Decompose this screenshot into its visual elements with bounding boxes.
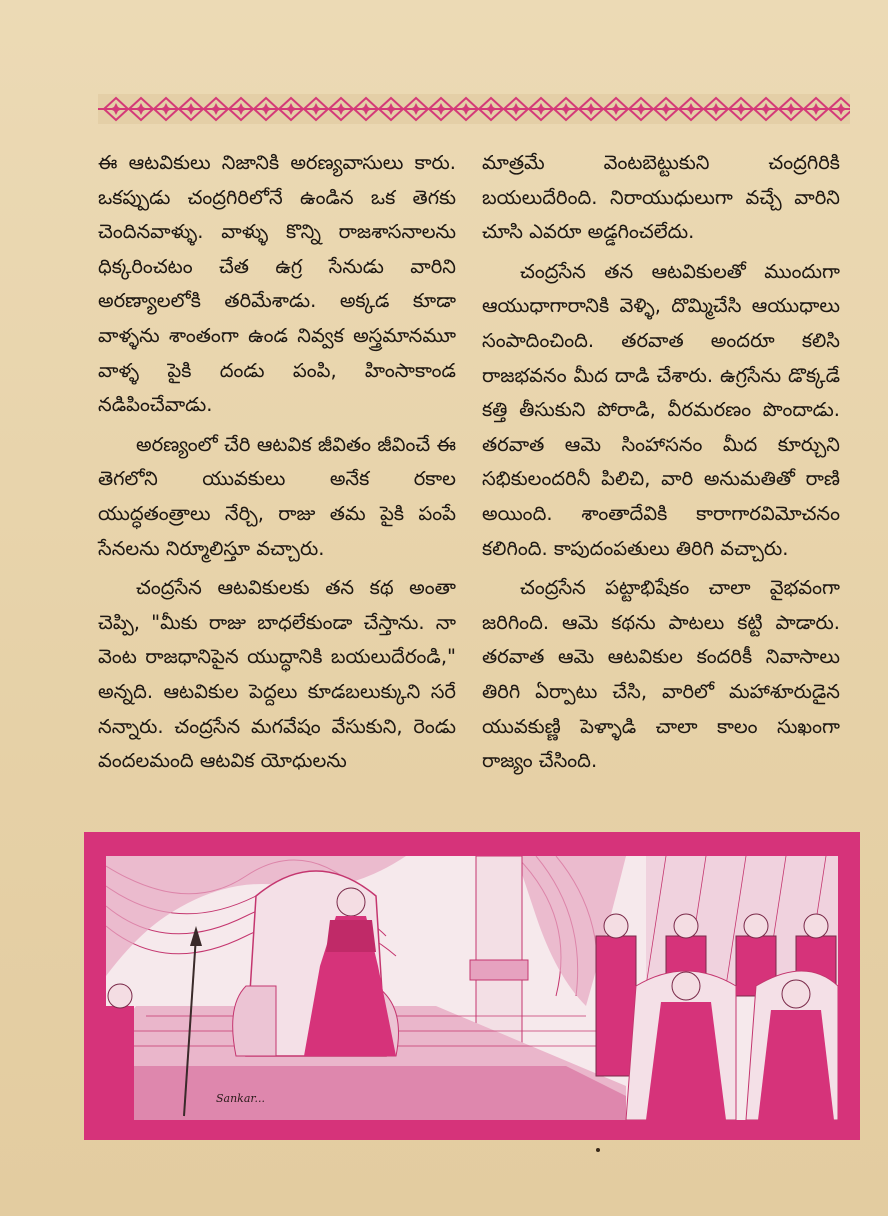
page-mark (596, 1148, 600, 1152)
right-column (482, 146, 840, 779)
artist-signature: Sankar... (216, 1092, 265, 1105)
left-column (98, 146, 456, 779)
throne-scene-drawing (106, 856, 838, 1120)
paragraph: మాత్రమే వెంటబెట్టుకుని చంద్రగిరికి బయలుదేరింది. నిరాయుధులుగా వచ్చే వారిని చూసి ఎవరూ అడ్డగించలేదు. (482, 151, 840, 244)
paragraph: చంద్రసేన ఆటవికులకు తన కథ అంతా చెప్పి, "మీకు రాజు బాధలేకుండా చేస్తాను. నా వెంట రాజధానిపైన యుద్ధానికి బయలుదేరండి," అన్నది. ఆటవికుల పెద్దలు కూడబలుక్కుని సరే నన్నారు. చంద్రసేన మగవేషం వేసుకుని, రెండు వందలమంది ఆటవిక యోధులను (98, 576, 456, 773)
paragraph: చంద్రసేన తన ఆటవికులతో ముందుగా ఆయుధాగారానికి వెళ్ళి, దొమ్మిచేసి ఆయుధాలు సంపాదించింది. తరవాత అందరూ కలిసి రాజభవనం మీద దాడి చేశారు. ఉగ్రసేను డొక్కడే కత్తి తీసుకుని పోరాడి, వీరమరణం పొందాడు. తరవాత ఆమె సింహాసనం మీద కూర్చుని సభికులందరినీ పిలిచి, వారి అనుమతితో రాణి అయింది. శాంతాదేవికి కారాగారవిమోచనం కలిగింది. కాపుదంపతులు తిరిగి వచ్చారు. (482, 259, 840, 560)
illustration-throne-scene (106, 856, 838, 1120)
paragraph: ఈ ఆటవికులు నిజానికి అరణ్యవాసులు కారు. ఒకప్పుడు చంద్రగిరిలోనే ఉండిన ఒక తెగకు చెందినవాళ్ళు. వాళ్ళు కొన్ని రాజశాసనాలను ధిక్కరించటం చేత ఉగ్ర సేనుడు వారిని అరణ్యాలలోకి తరిమేశాడు. అక్కడ కూడా వాళ్ళను శాంతంగా ఉండ నివ్వక అస్త్రమానమూ వాళ్ళ పైకి దండు పంపి, హింసాకాండ నడిపించేవాడు. (98, 151, 456, 417)
illustration-frame (84, 832, 860, 1140)
ornament-pattern-icon (98, 94, 850, 124)
paragraph: చంద్రసేన పట్టాభిషేకం చాలా వైభవంగా జరిగింది. ఆమె కథను పాటలు కట్టి పాడారు. తరవాత ఆమె ఆటవికుల కందరికీ నివాసాలు తిరిగి ఏర్పాటు చేసి, వారిలో మహాశూరుడైన యువకుణ్ణి పెళ్ళాడి చాలా కాలం సుఖంగా రాజ్యం చేసింది. (482, 576, 840, 773)
paragraph: అరణ్యంలో చేరి ఆటవిక జీవితం జీవించే ఈ తెగలోని యువకులు అనేక రకాల యుద్ధతంత్రాలు నేర్చి, రాజు తమ పైకి పంపే సేనలను నిర్మూలిస్తూ వచ్చారు. (98, 432, 456, 560)
decorative-border (98, 94, 850, 124)
